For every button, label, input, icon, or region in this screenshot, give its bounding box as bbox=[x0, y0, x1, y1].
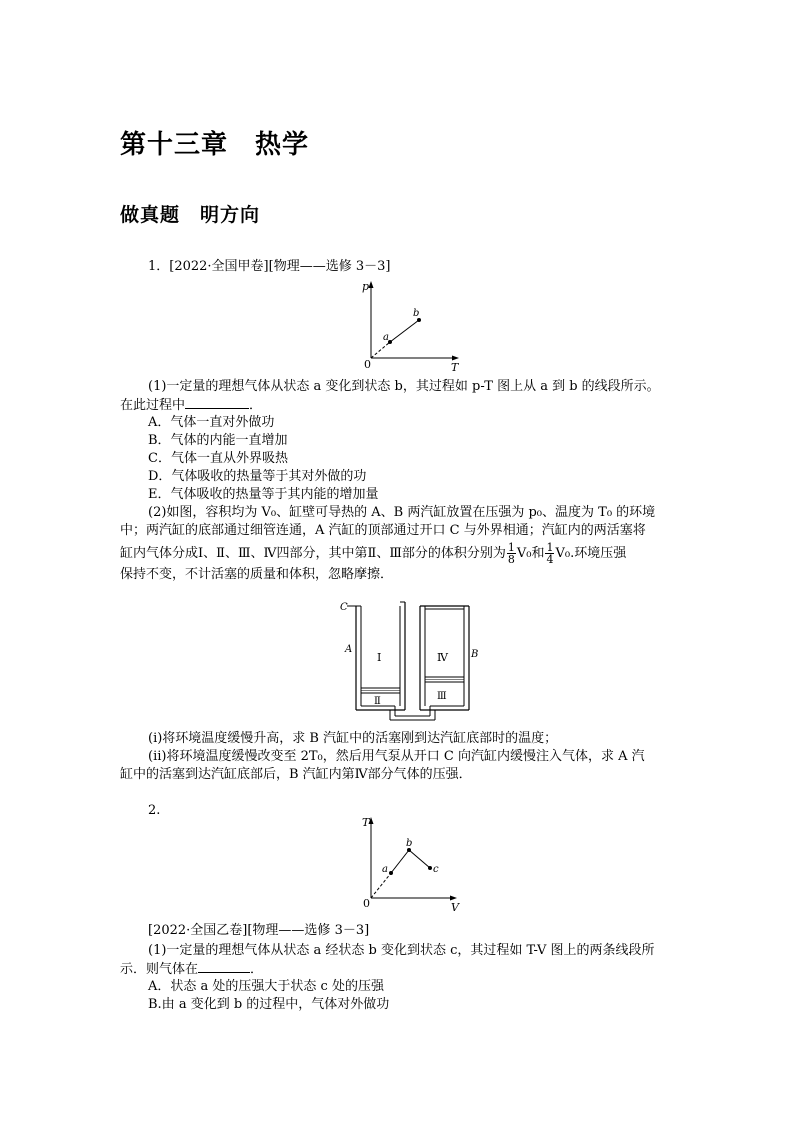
label-c: C bbox=[340, 602, 348, 613]
q2-header: [2022·全国乙卷][物理——选修 3－3] bbox=[148, 923, 370, 938]
q1-part1-line2-end: ． bbox=[249, 398, 263, 413]
q1-part2-line3-a: 缸内气体分成Ⅰ、Ⅱ、Ⅲ、Ⅳ四部分，其中第Ⅱ、Ⅲ部分的体积分别为 bbox=[120, 545, 506, 561]
cylinder-a bbox=[347, 602, 405, 710]
label-a: A bbox=[345, 644, 353, 655]
tv-label-c: c bbox=[433, 864, 439, 875]
q2-part1-line1: (1)一定量的理想气体从状态 a 经状态 b 变化到状态 c，其过程如 T-V 图上的两条线段所 bbox=[148, 943, 655, 958]
q2-number: 2. bbox=[148, 803, 161, 818]
q2-part1-line2 bbox=[120, 960, 263, 979]
q1-option-e: E．气体吸收的热量等于其内能的增加量 bbox=[148, 487, 379, 502]
frac1-numerator: 1 bbox=[507, 541, 515, 554]
tv-x-axis-label: V bbox=[451, 901, 459, 914]
section-title: 做真题 明方向 bbox=[120, 204, 261, 226]
q1-part1-line1: (1)一定量的理想气体从状态 a 变化到状态 b，其过程如 p-T 图上从 a 到 b 的线段所示。 bbox=[148, 379, 660, 394]
label-b: B bbox=[471, 649, 479, 660]
pt-segment-ab bbox=[390, 320, 419, 342]
tv-graph-axes bbox=[369, 817, 458, 901]
tv-y-axis-label: T bbox=[362, 816, 370, 829]
q1-option-b: B．气体的内能一直增加 bbox=[148, 433, 288, 448]
tv-point-c bbox=[428, 866, 432, 870]
label-region-iv: Ⅳ bbox=[437, 651, 448, 664]
label-region-iii: Ⅲ bbox=[437, 691, 447, 702]
frac2-denominator: 4 bbox=[546, 553, 554, 566]
q1-part2-line1: (2)如图，容积均为 V₀、缸壁可导热的 A、B 两汽缸放置在压强为 p₀、温度为 T₀ 的环境 bbox=[148, 505, 656, 520]
q1-part2-line4: 保持不变，不计活塞的质量和体积，忽略摩擦． bbox=[120, 567, 394, 582]
q1-part2-line3-c: V₀.环境压强 bbox=[555, 545, 627, 561]
pt-label-b: b bbox=[413, 308, 420, 319]
tv-label-a: a bbox=[382, 864, 388, 875]
pt-graph bbox=[355, 278, 465, 373]
tv-origin-label: 0 bbox=[363, 897, 370, 910]
q1-option-c: C．气体一直从外界吸热 bbox=[148, 451, 288, 466]
answer-blank[interactable] bbox=[185, 396, 249, 409]
fraction-one-quarter bbox=[545, 542, 554, 565]
q2-part1-line2-end: ． bbox=[250, 962, 264, 977]
q2-part1-line2-text: 示．则气体在 bbox=[120, 962, 199, 977]
q1-part1-line2-text: 在此过程中 bbox=[120, 398, 186, 413]
tv-segment-ab bbox=[391, 850, 409, 873]
q1-header: 1．[2022·全国甲卷][物理——选修 3－3] bbox=[148, 259, 391, 274]
fraction-one-eighth bbox=[507, 542, 516, 565]
q1-part1-line2 bbox=[120, 396, 262, 415]
tv-dashed-extension bbox=[371, 873, 391, 898]
pt-origin-label: 0 bbox=[364, 358, 371, 371]
chapter-title: 第十三章 热学 bbox=[120, 130, 310, 160]
q1-part2-line3-b: V₀和 bbox=[516, 545, 545, 561]
label-region-i: Ⅰ bbox=[377, 651, 382, 664]
pt-y-axis-label: p bbox=[362, 280, 370, 293]
q1-part2-line2: 中；两汽缸的底部通过细管连通，A 汽缸的顶部通过开口 C 与外界相通；汽缸内的两活塞将 bbox=[120, 523, 646, 538]
tv-segment-bc bbox=[409, 850, 430, 868]
q2-option-b: B.由 a 变化到 b 的过程中，气体对外做功 bbox=[148, 997, 390, 1012]
q2-option-a: A．状态 a 处的压强大于状态 c 处的压强 bbox=[148, 979, 384, 994]
tv-label-b: b bbox=[406, 838, 413, 849]
pt-dashed-extension bbox=[371, 342, 390, 358]
pt-x-axis-label: T bbox=[451, 361, 459, 373]
label-region-ii: Ⅱ bbox=[374, 696, 381, 707]
q1-sub-i: (ⅰ)将环境温度缓慢升高，求 B 汽缸中的活塞刚到达汽缸底部时的温度； bbox=[148, 731, 558, 746]
cylinder-diagram bbox=[340, 600, 485, 722]
pt-graph-axes bbox=[369, 281, 460, 361]
tv-point-a bbox=[389, 871, 393, 875]
q1-part2-line3 bbox=[120, 542, 626, 565]
connecting-tube bbox=[390, 706, 435, 720]
q1-option-a: A．气体一直对外做功 bbox=[148, 415, 275, 430]
q1-sub-ii-line2: 缸中的活塞到达汽缸底部后，B 汽缸内第Ⅳ部分气体的压强． bbox=[120, 767, 472, 782]
q1-sub-ii-line1: (ⅱ)将环境温度缓慢改变至 2T₀，然后用气泵从开口 C 向汽缸内缓慢注入气体，求 A 汽 bbox=[148, 749, 645, 764]
answer-blank-2[interactable] bbox=[198, 960, 250, 973]
pt-label-a: a bbox=[383, 332, 389, 343]
q1-option-d: D．气体吸收的热量等于其对外做的功 bbox=[148, 469, 367, 484]
frac2-numerator: 1 bbox=[546, 541, 554, 554]
frac1-denominator: 8 bbox=[507, 553, 515, 566]
tv-graph bbox=[355, 812, 465, 914]
